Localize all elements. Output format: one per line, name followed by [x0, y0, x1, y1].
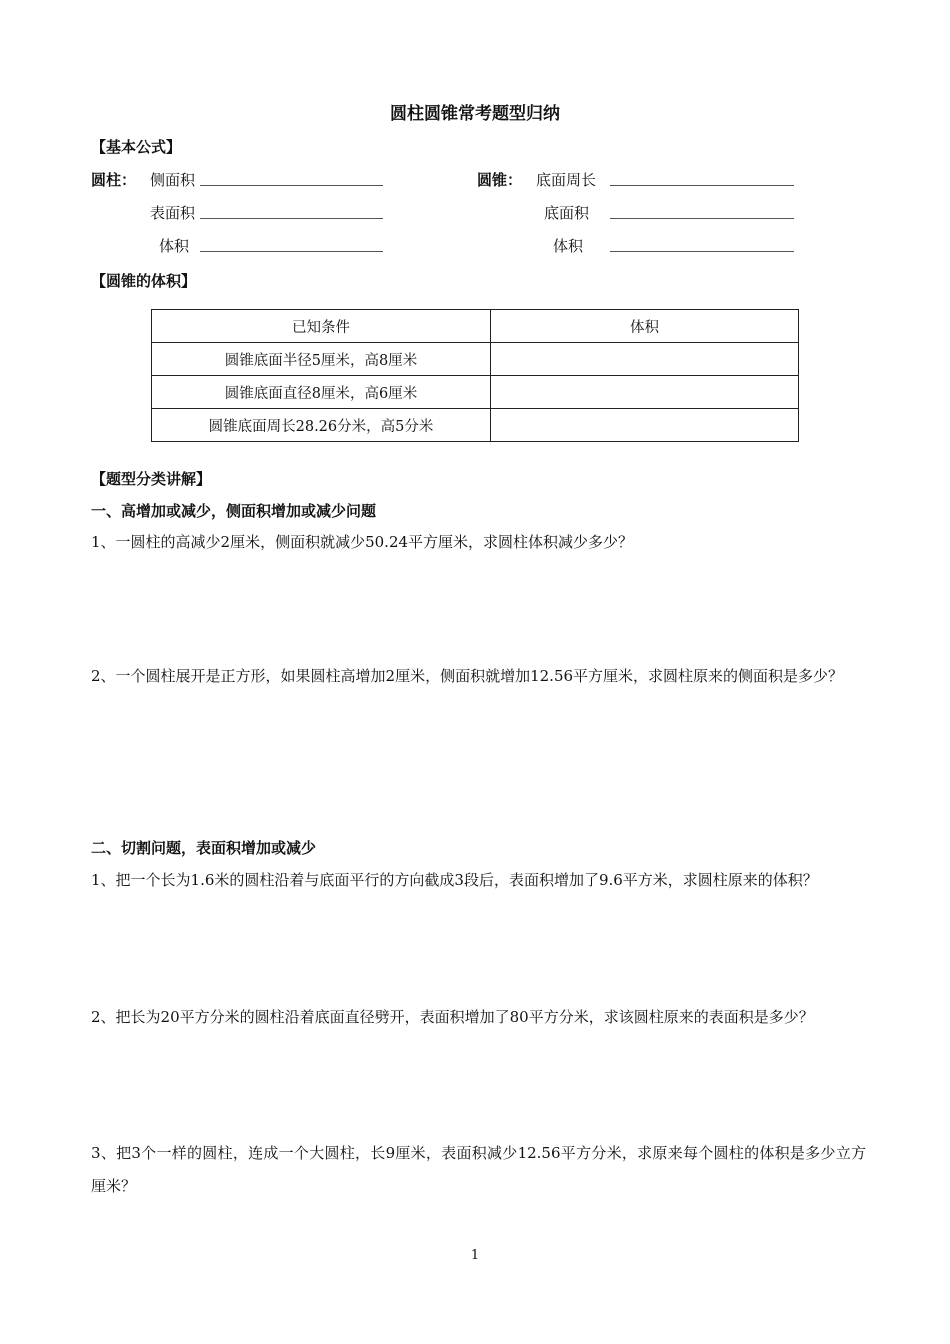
cylinder-surface-label: 表面积: [150, 204, 196, 222]
cylinder-volume-label: 体积: [159, 237, 190, 255]
cone-volume-label: 体积: [553, 237, 584, 255]
table-header-cell: 体积: [491, 310, 799, 343]
table-row: [152, 343, 799, 376]
cone-base-area-label: 底面积: [544, 204, 590, 222]
section-heading-question-types: 【题型分类讲解】: [91, 470, 212, 488]
table-header-row: [152, 310, 799, 343]
section-heading-cone-volume: 【圆锥的体积】: [91, 272, 197, 290]
cylinder-label: 圆柱：: [91, 171, 137, 189]
cone-base-area-blank: [610, 218, 794, 219]
cylinder-lateral-label: 侧面积: [150, 171, 196, 189]
part1-question-1: 1、一圆柱的高减少2厘米，侧面积就减少50.24平方厘米，求圆柱体积减少多少？: [91, 533, 634, 551]
cone-circumference-label: 底面周长: [536, 171, 597, 189]
table-cell-condition: 圆锥底面周长28.26分米，高5分米: [152, 409, 491, 442]
section-heading-formula: 【基本公式】: [91, 138, 182, 156]
table-cell-volume: [491, 343, 799, 376]
part2-heading: 二、切割问题，表面积增加或减少: [91, 839, 317, 857]
cylinder-volume-blank: [200, 251, 383, 252]
table-cell-volume: [491, 409, 799, 442]
part2-question-1: 1、把一个长为1.6米的圆柱沿着与底面平行的方向截成3段后，表面积增加了9.6平方米，求圆柱原来的体积？: [91, 871, 818, 889]
page-title: 圆柱圆锥常考题型归纳: [390, 104, 560, 124]
cone-label: 圆锥：: [477, 171, 523, 189]
cylinder-lateral-blank: [200, 185, 383, 186]
table-row: [152, 376, 799, 409]
page-number: 1: [470, 1248, 480, 1263]
cylinder-surface-blank: [200, 218, 383, 219]
part1-question-2: 2、一个圆柱展开是正方形，如果圆柱高增加2厘米，侧面积就增加12.56平方厘米，求圆柱原来的侧面积是多少？: [91, 667, 844, 685]
table-cell-condition: 圆锥底面直径8厘米，高6厘米: [152, 376, 491, 409]
table-cell-condition: 圆锥底面半径5厘米，高8厘米: [152, 343, 491, 376]
table-cell-volume: [491, 376, 799, 409]
part2-question-3: 3、把3个一样的圆柱，连成一个大圆柱，长9厘米，表面积减少12.56平方分米，求原来每个圆柱的体积是多少立方厘米？: [91, 1144, 866, 1195]
table-row: [152, 409, 799, 442]
cone-volume-blank: [610, 251, 794, 252]
cone-volume-table: [151, 309, 799, 442]
part2-question-2: 2、把长为20平方分米的圆柱沿着底面直径劈开，表面积增加了80平方分米，求该圆柱原来的表面积是多少？: [91, 1008, 814, 1026]
table-header-cell: 已知条件: [152, 310, 491, 343]
cone-circumference-blank: [610, 185, 794, 186]
part1-heading: 一、高增加或减少，侧面积增加或减少问题: [91, 502, 377, 520]
